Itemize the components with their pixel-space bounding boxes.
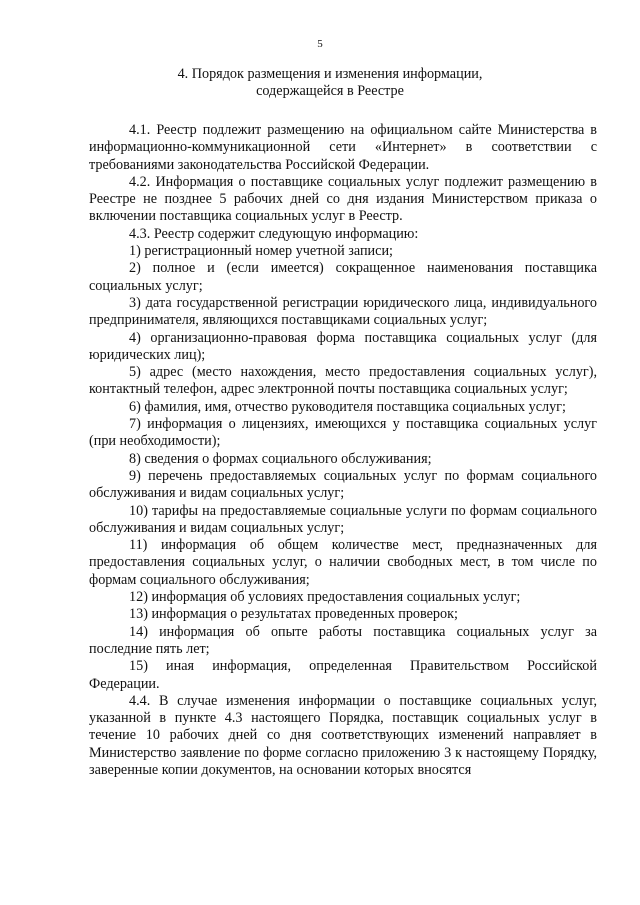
list-item-12: 12) информация об условиях предоставления социальных услуг; bbox=[129, 589, 521, 606]
list-item-10: 10) тарифы на предоставляемые социальные услуги по формам социального обслуживания и видам социальных услуг; bbox=[89, 502, 597, 536]
list-item-9: 9) перечень предоставляемых социальных услуг по формам социального обслуживания и видам социальных услуг; bbox=[89, 467, 597, 502]
section-body bbox=[89, 122, 597, 779]
list-item-8: 8) сведения о формах социального обслуживания; bbox=[129, 450, 432, 467]
list-item-4: 4) организационно-правовая форма поставщика социальных услуг (для юридических лиц); bbox=[89, 329, 597, 363]
paragraph-4-3: 4.3. Реестр содержит следующую информацию: bbox=[129, 225, 419, 242]
section-heading bbox=[100, 66, 560, 101]
section-heading-line-2: содержащейся в Реестре bbox=[256, 83, 404, 100]
list-item-11: 11) информация об общем количестве мест, предназначенных для предоставления социальных услуг, о наличии свободных мест, в том числе по формам социального обслуживания; bbox=[89, 537, 597, 588]
list-item-2: 2) полное и (если имеется) сокращенное наименования поставщика социальных услуг; bbox=[89, 260, 597, 294]
list-item-13: 13) информация о результатах проведенных проверок; bbox=[129, 606, 458, 623]
list-item-1: 1) регистрационный номер учетной записи; bbox=[129, 243, 393, 260]
list-item-5: 5) адрес (место нахождения, место предоставления социальных услуг), контактный телефон, адрес электронной почты поставщика социальных услуг; bbox=[89, 364, 597, 398]
page-number: 5 bbox=[317, 38, 323, 50]
list-item-15: 15) иная информация, определенная Правительством Российской Федерации. bbox=[89, 658, 597, 692]
list-item-7: 7) информация о лицензиях, имеющихся у поставщика социальных услуг (при необходимости); bbox=[89, 416, 597, 450]
section-heading-line-1: 4. Порядок размещения и изменения информации, bbox=[177, 66, 483, 82]
list-item-3: 3) дата государственной регистрации юридического лица, индивидуального предпринимателя, являющихся поставщиками социальных услуг; bbox=[89, 294, 597, 329]
paragraph-4-1: 4.1. Реестр подлежит размещению на официальном сайте Министерства в информационно-коммуникационной сети «Интернет» в соответствии с требованиями законодательства Российской Федерации. bbox=[89, 122, 597, 173]
paragraph-4-2: 4.2. Информация о поставщике социальных услуг подлежит размещению в Реестре не позднее 5 рабочих дней со дня издания Министерством приказа о включении поставщика социальных услуг в Реестр. bbox=[89, 173, 597, 225]
list-item-14: 14) информация об опыте работы поставщика социальных услуг за последние пять лет; bbox=[89, 623, 597, 657]
list-item-6: 6) фамилия, имя, отчество руководителя поставщика социальных услуг; bbox=[129, 398, 566, 415]
paragraph-4-4: 4.4. В случае изменения информации о поставщике социальных услуг, указанной в пункте 4.3 настоящего Порядка, поставщик социальных услуг в течение 10 рабочих дней со дня соответствующих изменений направляет в Министерство заявление по форме согласно приложению 3 к настоящему Порядку, заверенные копии документов, на основании которых вносятся bbox=[89, 692, 597, 778]
